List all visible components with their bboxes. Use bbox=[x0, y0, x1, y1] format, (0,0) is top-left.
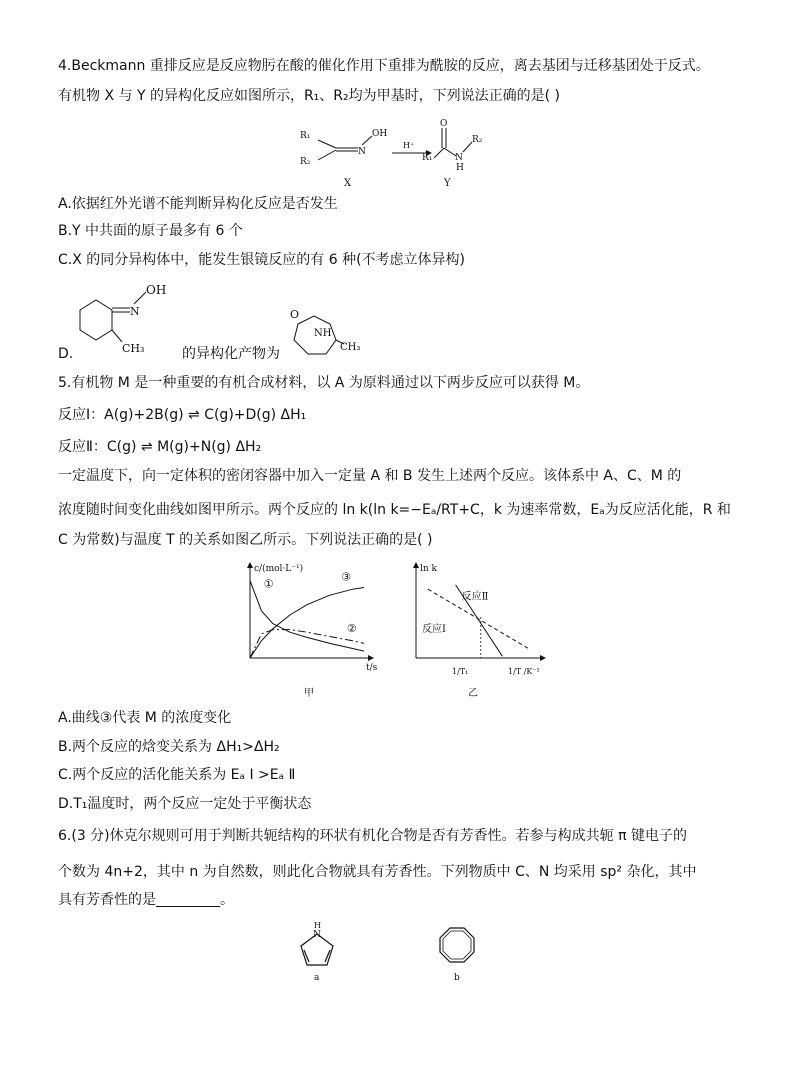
jia-y-label: c/(mol·L⁻¹) bbox=[254, 564, 304, 574]
chart-jia bbox=[232, 562, 392, 704]
q4-option-b: B.Y 中共面的原子最多有 6 个 bbox=[58, 223, 243, 239]
structure-a-label: a bbox=[314, 973, 320, 983]
catalyst-label: H⁺ bbox=[403, 141, 415, 150]
d-ch3-label: CH₃ bbox=[122, 342, 145, 355]
jia-series-label-3: ③ bbox=[341, 570, 352, 584]
yi-x-label: 1/T /K⁻¹ bbox=[508, 667, 540, 676]
q5-option-a: A.曲线③代表 M 的浓度变化 bbox=[58, 710, 232, 726]
yi-y-label: ln k bbox=[420, 564, 437, 574]
y-r1-label: R₁ bbox=[422, 153, 433, 163]
pyrrole-n-label: N bbox=[313, 930, 321, 940]
chart-yi bbox=[404, 562, 554, 704]
q5-text-line3: C 为常数)与温度 T 的关系如图乙所示。下列说法正确的是( ) bbox=[58, 532, 433, 548]
q6-stem-line3 bbox=[58, 890, 234, 910]
q4-option-a: A.依据红外光谱不能判断异构化反应是否发生 bbox=[58, 196, 338, 212]
q5-option-c: C.两个反应的活化能关系为 Eₐ Ⅰ >Eₐ Ⅱ bbox=[58, 767, 296, 783]
q5-text-line2: 浓度随时间变化曲线如图甲所示。两个反应的 ln k(ln k=−Eₐ/RT+C，k 为速率常数，Eₐ为反应活化能，R 和 bbox=[58, 502, 731, 518]
yi-tick-label: 1/T₁ bbox=[452, 667, 469, 676]
d-nh-label: NH bbox=[314, 328, 332, 339]
q4-stem-line2: 有机物 X 与 Y 的异构化反应如图所示，R₁、R₂均为甲基时，下列说法正确的是( ) bbox=[58, 88, 560, 104]
y-r2-label: R₂ bbox=[472, 135, 483, 145]
jia-x-label: t/s bbox=[366, 663, 378, 673]
d-oh-label: OH bbox=[146, 283, 167, 297]
q6-structure-b-cyclooctatetraene bbox=[432, 922, 482, 984]
q6-stem-line2: 个数为 4n+2，其中 n 为自然数，则此化合物就具有芳香性。下列物质中 C、N 均采用 sp² 杂化，其中 bbox=[58, 864, 697, 880]
q6-line3-end: 。 bbox=[220, 892, 234, 908]
yi-series-label-1: 反应Ⅰ bbox=[422, 624, 446, 636]
d-ch3b-label: CH₃ bbox=[340, 342, 361, 353]
d-o-label: O bbox=[290, 308, 300, 321]
x-n-label: N bbox=[358, 147, 366, 157]
x-label: X bbox=[344, 178, 352, 189]
structure-b-label: b bbox=[454, 973, 460, 983]
q4-reaction-scheme bbox=[300, 116, 530, 194]
q6-answer-blank[interactable] bbox=[156, 892, 220, 907]
q5-option-b: B.两个反应的焓变关系为 ΔH₁>ΔH₂ bbox=[58, 739, 280, 755]
q5-intro: 5.有机物 M 是一种重要的有机合成材料，以 A 为原料通过以下两步反应可以获得 M。 bbox=[58, 375, 590, 391]
q6-structure-a-pyrrole bbox=[292, 920, 342, 984]
y-h-label: H bbox=[456, 163, 464, 173]
jia-series-label-1: ① bbox=[263, 577, 274, 591]
q5-option-d: D.T₁温度时，两个反应一定处于平衡状态 bbox=[58, 796, 312, 812]
q6-line3-text: 具有芳香性的是 bbox=[58, 892, 156, 908]
y-label: Y bbox=[444, 178, 451, 189]
x-r1-label: R₁ bbox=[300, 131, 311, 141]
q5-text-line1: 一定温度下，向一定体积的密闭容器中加入一定量 A 和 B 发生上述两个反应。该体系中 A、C、M 的 bbox=[58, 468, 682, 484]
x-oh-label: OH bbox=[372, 129, 388, 139]
q4-option-c: C.X 的同分异构体中，能发生银镜反应的有 6 种(不考虑立体异构) bbox=[58, 252, 465, 268]
q4-option-d-lactam-structure bbox=[284, 304, 364, 364]
y-n-label: N bbox=[455, 153, 463, 163]
yi-series-label-2: 反应Ⅱ bbox=[461, 591, 489, 603]
q4-option-d-prefix: D. bbox=[58, 346, 74, 362]
yi-title: 乙 bbox=[468, 688, 478, 699]
jia-title: 甲 bbox=[304, 688, 314, 699]
q6-stem-line1: 6.(3 分)休克尔规则可用于判断共轭结构的环状有机化合物是否有芳香性。若参与构成共轭 π 键电子的 bbox=[58, 828, 687, 844]
d-n-label: N bbox=[130, 305, 140, 318]
q5-reaction-1: 反应Ⅰ：A(g)+2B(g) ⇌ C(g)+D(g) ΔH₁ bbox=[58, 407, 307, 423]
y-o-label: O bbox=[440, 119, 448, 129]
q4-stem-line1: 4.Beckmann 重排反应是反应物肟在酸的催化作用下重排为酰胺的反应，离去基团与迁移基团处于反式。 bbox=[58, 58, 710, 74]
jia-series-label-2: ② bbox=[346, 622, 357, 636]
q4-option-d-oxime-structure bbox=[70, 280, 180, 360]
q5-reaction-2: 反应Ⅱ：C(g) ⇌ M(g)+N(g) ΔH₂ bbox=[58, 439, 262, 455]
q4-option-d-suffix: 的异构化产物为 bbox=[182, 346, 280, 362]
pyrrole-h-label: H bbox=[314, 921, 321, 930]
x-r2-label: R₂ bbox=[300, 157, 311, 167]
